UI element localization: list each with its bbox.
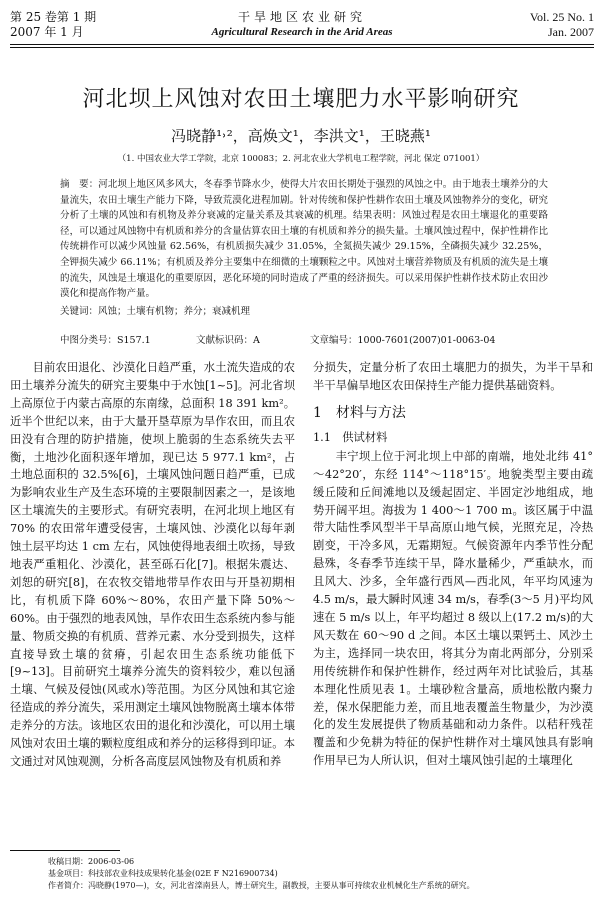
date-en: Jan. 2007: [548, 25, 594, 39]
intro-paragraph: 目前农田退化、沙漠化日趋严重，水土流失造成的农田土壤养分流失的研究主要集中于水蚀[1~5]。河北省坝上高原位于内蒙古高原的东南缘，总面积 18 391 km²。近半个世纪以来，由于大量开垦草原为旱作农田，而且农田没有合理的防护措施，使坝上脆弱的生态系统失去平衡，土地沙化面积逐年增加，现已达 5 977.1 km²，占土地总面积的 32.5%[6]，土壤风蚀问题日趋严重，已成为影响农业生产及生态环境的主要限制因素之一，是该地区土壤流失的主要形式。有研究表明，在河北坝上地区有 70% 的农田常年遭受侵害，土壤风蚀、沙漠化以每年剥蚀土层平均达 1 cm 左右，风蚀使得地表细土吹扬，导致地表严重粗化、沙漠化，甚至砾石化[7]。根据朱震达、刘恕的研究[8]，在农牧交错地带旱作农田与开垦初期相比，有机质下降 60%～80%，农田产量下降 50%～60%。由于强烈的地表风蚀，旱作农田生态系统内参与能量、物质交换的有机质、营养元素、水分受到损失，这样直接导致土壤的贫瘠，引起农田生态系统功能低下[9~13]。目前研究土壤养分流失的资料较少，难以包涵土壤、气候及侵蚀(风或水)等范围。为区分风蚀和其它途径造成的养分流失，采用测定土壤风蚀物脱离土壤本体带走养分的方法。该地区农田的退化和沙漠化，可以用土壤风蚀对农田土壤的颗粒度组成和养分的运移得到印证。本文通过对风蚀观测，分析各高度层风蚀物及有机质和养: [10, 361, 295, 768]
abstract-label: 摘 要：: [60, 179, 99, 190]
article-number: 文章编号：1000-7601(2007)01-0063-04: [310, 335, 496, 346]
footnote-funding: 基金项目：科技部农业科技成果转化基金(02E F N216900734): [48, 869, 278, 878]
paper-title: 河北坝上风蚀对农田土壤肥力水平影响研究: [82, 87, 520, 112]
abstract-text: 河北坝上地区风多风大，冬春季节降水少，使得大片农田长期处于强烈的风蚀之中。由于地表土壤养分的大量流失，农田土壤生产能力下降，导致荒漠化进程加剧。针对传统和保护性耕作农田土壤及风蚀物养分的变化，研究分析了土壤的风蚀和有机物及养分衰减的定量关系及其衰减的机理。结果表明：风蚀过程是农田土壤退化的重要路径，可以通过风蚀物中有机质和养分的含量估算农田土壤的有机质和养分的损失量。土壤风蚀过程中，保护性耕作比传统耕作可以减少风蚀量 62.56%，有机质损失减少 31.05%，全氮损失减少 29.15%，全磷损失减少 32.25%，全钾损失减少 66.11%；有机质及养分主要集中在细微的土壤颗粒之中。风蚀对土壤营养物质及有机质的流失是土壤的流失，风蚀是土壤退化的重要原因，恶化环境的同时造成了严重的经济损失。可以采用保护性耕作技术防止农田沙漠化和提高作物产量。: [60, 179, 548, 300]
subsection-heading: 1.1 供试材料: [313, 430, 388, 444]
footnote-rule: [10, 850, 120, 851]
header-rule-thin: [10, 47, 594, 48]
journal-title-cn: 干旱地区农业研究: [237, 10, 366, 24]
keywords-line: [60, 304, 548, 320]
volume-cn: 第 25 卷第 1 期: [10, 10, 97, 24]
abstract: [60, 177, 548, 319]
keywords-label: 关键词：: [60, 305, 99, 317]
journal-title-en: Agricultural Research in the Arid Areas: [211, 26, 393, 38]
header-rule-thick: [10, 44, 594, 45]
document-code: 文献标识码：A: [196, 335, 260, 346]
footnote-received: 收稿日期：2006-03-06: [48, 857, 135, 866]
intro-continued: 分损失，定量分析了农田土壤肥力的损失，为半干旱和半干旱偏旱地区农田保持生产能力提供基础资料。: [313, 361, 593, 392]
materials-paragraph: 丰宁坝上位于河北坝上中部的南端，地处北纬 41°～42°20′，东经 114°～118°15′。地貌类型主要由疏缓丘陵和丘间滩地以及缓起固定、半固定沙地组成，地势开阔平坦。海拔为 1 400～1 700 m。该区属于中温带大陆性季风型半干旱高原山地气候，光照充足，冷热剧变，干冷多风，无霜期短。气候资源年内季节性分配悬殊，冬春季节连续干旱，降水量稀少，严重缺水，而且风大、沙多，全年盛行西风—西北风，年平均风速为 4.5 m/s，最大瞬时风速 34 m/s，春季(3～5 月)平均风速在 5 m/s 以上，年平均超过 8 级以上(17.2 m/s)的大风天数在 60～90 d 之间。本区土壤以栗钙土、风沙土为主，选择同一块农田，将其分为南北两部分，分别采用传统耕作和保护性耕作，经过两年对比试验后，其基本理化性质见表 1。土壤砂粒含量高，质地松散内聚力差，保水保肥能力差，而且地表覆盖生物量少，为沙漠化的发生发展提供了物质基础和动力条件。以秸秆残茬覆盖和少免耕为特征的保护性耕作对土壤风蚀具有影响作用早已为人所认识，但对土壤风蚀引起的土壤理化: [313, 449, 593, 768]
keywords-text: 风蚀；土壤有机物；养分；衰减机理: [98, 305, 251, 317]
clc-number: 中图分类号：S157.1: [60, 335, 151, 346]
volume-en: Vol. 25 No. 1: [529, 10, 594, 24]
right-column: [313, 359, 593, 770]
running-header: [10, 10, 594, 46]
footnote-author-bio: 作者简介：冯晓静(1970—)，女，河北省滦南县人，博士研究生，副教授，主要从事可持续农业机械化生产系统的研究。: [48, 881, 475, 890]
date-cn: 2007 年 1 月: [10, 25, 84, 39]
author-list: 冯晓静¹˒²，高焕文¹，李洪文¹，王晓燕¹: [171, 127, 431, 145]
affiliations: （1. 中国农业大学工学院，北京 100083；2. 河北农业大学机电工程学院，河北 保定 071001）: [117, 154, 485, 164]
section-heading: 1 材料与方法: [313, 404, 406, 421]
left-column: [10, 359, 295, 771]
